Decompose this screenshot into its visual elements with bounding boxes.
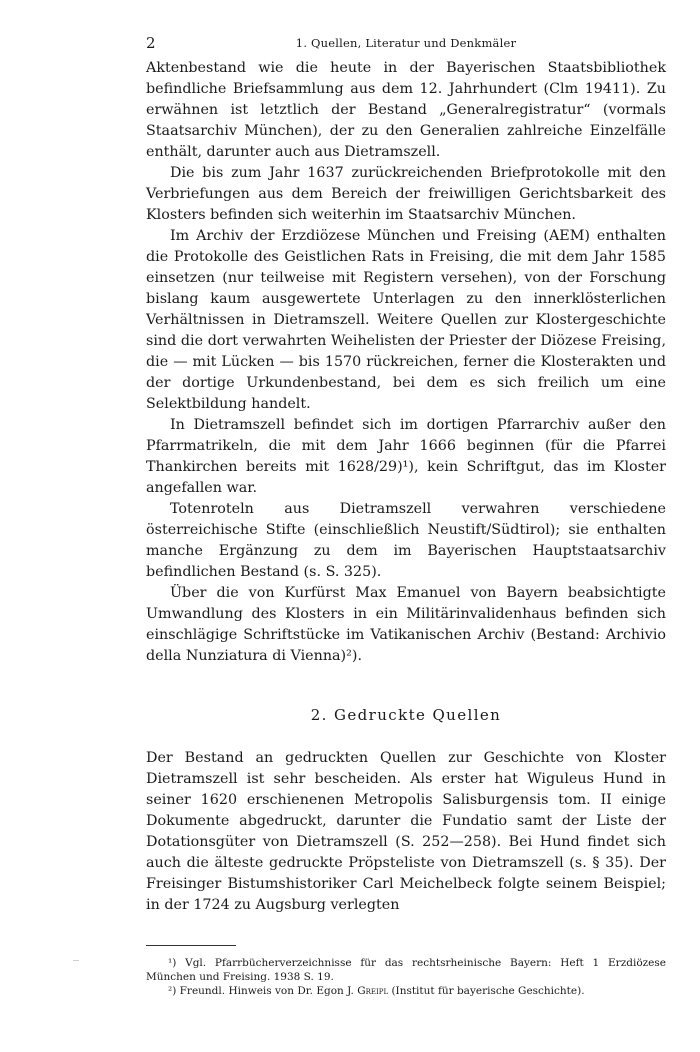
page-header — [146, 34, 666, 58]
paragraph-aem-archiv: Im Archiv der Erzdiözese München und Freising (AEM) enthalten die Protokolle des Geistlichen Rats in Freising, die mit dem Jahr 1585 einsetzen (nur teilweise mit Registern versehen), von der Forschung bislang kaum ausgewertete Unterlagen zu den innerklösterlichen Verhältnissen in Dietramszell. Weitere Quellen zur Klostergeschichte sind die dort verwahrten Weihelisten der Priester der Diözese Freising, die — mit Lücken — bis 1570 rückreichen, ferner die Klosterakten und der dortige Urkundenbestand, bei dem es sich freilich um eine Selektbildung handelt. — [146, 228, 666, 412]
footnote-2-text-after: (Institut für bayerische Geschichte). — [388, 985, 585, 997]
margin-mark — [73, 960, 79, 961]
page — [146, 34, 666, 998]
footnote-2-text-before: ²) Freundl. Hinweis von Dr. Egon J. — [168, 985, 358, 997]
body-text — [146, 58, 666, 667]
footnote-2-author-name: Greipl — [357, 985, 389, 997]
section-heading: 2. Gedruckte Quellen — [310, 706, 502, 724]
footnote-2 — [146, 984, 666, 998]
footnote-1: ¹) Vgl. Pfarrbücherverzeichnisse für das rechtsrheinische Bayern: Heft 1 Erzdiözese München und Freising. 1938 S. 19. — [146, 957, 666, 983]
paragraph-continuation: Aktenbestand wie die heute in der Bayerischen Staatsbibliothek befindliche Briefsammlung aus dem 12. Jahrhundert (Clm 19411). Zu erwähnen ist letztlich der Bestand „Generalregistratur“ (vormals Staatsarchiv München), der zu den Generalien zahlreiche Einzelfälle enthält, darunter auch aus Dietramszell. — [146, 60, 666, 160]
paragraph-briefprotokolle: Die bis zum Jahr 1637 zurückreichenden Briefprotokolle mit den Verbriefungen aus dem Bereich der freiwilligen Gerichtsbarkeit des Klosters befinden sich weiterhin im Staatsarchiv München. — [146, 165, 666, 223]
page-number: 2 — [146, 34, 156, 52]
section-body — [146, 748, 666, 916]
paragraph-pfarrarchiv: In Dietramszell befindet sich im dortigen Pfarrarchiv außer den Pfarrmatrikeln, die mit dem Jahr 1666 beginnen (für die Pfarrei Thankirchen bereits mit 1628/29)¹), kein Schriftgut, das im Kloster angefallen war. — [146, 417, 666, 496]
footnote-divider — [146, 945, 236, 946]
paragraph-totenroteln: Totenroteln aus Dietramszell verwahren verschiedene österreichische Stifte (einschließlich Neustift/Südtirol); sie enthalten manche Ergänzung zu dem im Bayerischen Hauptstaatsarchiv befindlichen Bestand (s. S. 325). — [146, 501, 666, 580]
footnotes — [146, 956, 666, 998]
paragraph-vatikanisches-archiv: Über die von Kurfürst Max Emanuel von Bayern beabsichtigte Umwandlung des Klosters in ein Militärinvalidenhaus befinden sich einschlägige Schriftstücke im Vatikanischen Archiv (Bestand: Archivio della Nunziatura di Vienna)²). — [146, 585, 666, 664]
running-head: 1. Quellen, Literatur und Denkmäler — [295, 36, 517, 50]
paragraph-gedruckte-quellen: Der Bestand an gedruckten Quellen zur Geschichte von Kloster Dietramszell ist sehr bescheiden. Als erster hat Wiguleus Hund in seiner 1620 erschienenen Metropolis Salisburgensis tom. II einige Dokumente abgedruckt, darunter die Fundatio samt der Liste der Dotationsgüter von Dietramszell (S. 252—258). Bei Hund findet sich auch die älteste gedruckte Pröpsteliste von Dietramszell (s. § 35). Der Freisinger Bistumshistoriker Carl Meichelbeck folgte seinem Beispiel; in der 1724 zu Augsburg verlegten — [146, 750, 666, 913]
